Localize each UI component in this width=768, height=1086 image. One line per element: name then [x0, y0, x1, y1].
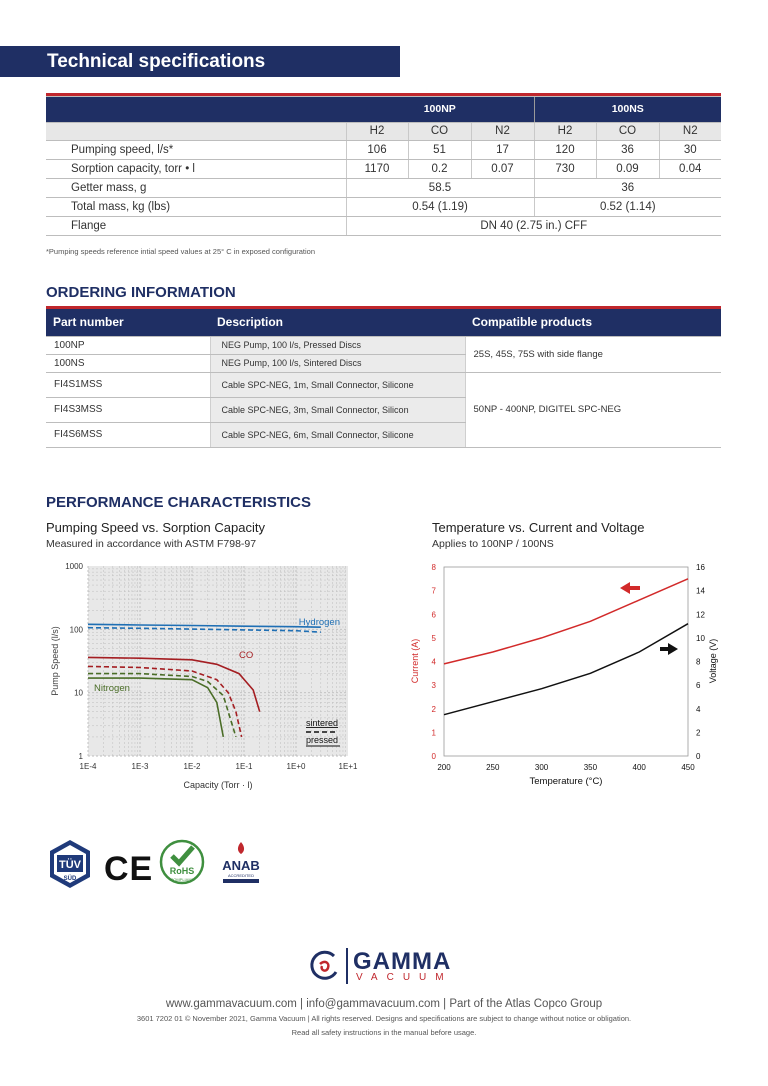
legend-sintered: sintered: [306, 718, 339, 728]
ordering-header-row: [46, 309, 721, 336]
col-compatible: Compatible products: [465, 309, 721, 336]
y-right-tick-label: 12: [696, 610, 705, 620]
spec-row-label: Total mass, kg (lbs): [46, 197, 346, 216]
spec-value: 0.07: [471, 159, 534, 178]
chart1-ylabel: Pump Speed (l/s): [50, 626, 60, 696]
performance-title: PERFORMANCE CHARACTERISTICS: [46, 494, 312, 511]
tech-spec-title: Technical specifications: [47, 51, 266, 72]
spec-footnote: *Pumping speeds reference intial speed values at 25° C in exposed configuration: [46, 247, 316, 256]
gamma-logo-icon: [308, 948, 344, 984]
x-tick-label: 300: [534, 763, 549, 772]
part-description: Cable SPC-NEG, 6m, Small Connector, Silicone: [210, 422, 465, 447]
x-tick-label: 1E-3: [131, 762, 149, 771]
y-tick-label: 100: [69, 625, 83, 635]
gas-label: H2: [534, 122, 596, 140]
part-number: FI4S6MSS: [46, 422, 210, 447]
gas-label: N2: [471, 122, 534, 140]
compatible-products: 50NP - 400NP, DIGITEL SPC-NEG: [465, 372, 721, 447]
y-left-tick-label: 5: [431, 633, 436, 643]
chart1-title: Pumping Speed vs. Sorption Capacity: [46, 520, 265, 535]
spec-row-label: Flange: [46, 216, 346, 235]
x-tick-label: 450: [681, 763, 695, 772]
ordering-row: [46, 372, 721, 397]
label-hydrogen: Hydrogen: [298, 617, 340, 628]
spec-col-100ns: 100NS: [534, 96, 721, 122]
gas-label: H2: [346, 122, 408, 140]
spec-row-pumping: [46, 140, 721, 159]
chart1-subtitle: Measured in accordance with ASTM F798-97: [46, 538, 257, 550]
x-tick-label: 1E+1: [338, 762, 358, 771]
anab-text: ANAB: [222, 858, 260, 873]
brand-sub: VACUUM: [356, 972, 453, 983]
spec-value: 0.54 (1.19): [346, 197, 534, 216]
part-description: NEG Pump, 100 l/s, Pressed Discs: [210, 336, 465, 354]
x-tick-label: 200: [437, 763, 451, 772]
part-number: FI4S3MSS: [46, 397, 210, 422]
footer-legal: 3601 7202 01 © November 2021, Gamma Vacuum | All rights reserved. Designs and specifications are subject to change without notice or obligation.: [136, 1014, 632, 1023]
tuv-sud-logo: [46, 838, 94, 890]
chart2-ylabel-left: Current (A): [410, 638, 420, 684]
spec-value: DN 40 (2.75 in.) CFF: [346, 216, 721, 235]
y-left-tick-label: 6: [431, 610, 436, 620]
x-tick-label: 1E+0: [286, 762, 306, 771]
rohs-sub-text: COMPLIANT: [170, 877, 194, 882]
temperature-chart: [404, 556, 724, 796]
y-right-tick-label: 8: [696, 657, 701, 667]
brand-name: GAMMA: [353, 948, 452, 975]
col-description: Description: [210, 309, 465, 336]
gas-label: CO: [596, 122, 659, 140]
spec-value: 730: [534, 159, 596, 178]
y-right-tick-label: 14: [696, 586, 705, 596]
x-tick-label: 350: [583, 763, 598, 772]
spec-value: 58.5: [346, 178, 534, 197]
spec-row-label: Sorption capacity, torr • l: [46, 159, 346, 178]
pumping-speed-chart: [44, 556, 370, 796]
ordering-title: ORDERING INFORMATION: [46, 284, 236, 301]
tech-spec-table: [46, 93, 721, 236]
spec-row-getter: [46, 178, 721, 197]
spec-value: 0.52 (1.14): [534, 197, 721, 216]
x-tick-label: 250: [486, 763, 500, 772]
spec-gas-header-row: [46, 122, 721, 140]
tuv-text: TÜV: [59, 859, 81, 871]
x-tick-label: 400: [632, 763, 646, 772]
label-co: CO: [239, 650, 254, 661]
y-right-tick-label: 0: [696, 752, 701, 761]
spec-value: 0.04: [659, 159, 721, 178]
chart2-subtitle: Applies to 100NP / 100NS: [432, 538, 554, 550]
spec-row-flange: [46, 216, 721, 235]
legend-pressed: pressed: [306, 735, 339, 745]
part-description: Cable SPC-NEG, 1m, Small Connector, Silicone: [210, 372, 465, 397]
sud-text: SÜD: [63, 876, 77, 882]
y-right-tick-label: 4: [696, 704, 701, 714]
label-nitrogen: Nitrogen: [94, 683, 130, 694]
rohs-text: RoHS: [169, 866, 195, 876]
spec-value: 106: [346, 140, 408, 159]
spec-row-label: Pumping speed, l/s*: [46, 140, 346, 159]
spec-row-total: [46, 197, 721, 216]
y-right-tick-label: 16: [696, 563, 705, 572]
ordering-row: [46, 336, 721, 354]
spec-row-sorption: [46, 159, 721, 178]
y-left-tick-label: 2: [431, 704, 436, 714]
spec-value: 0.09: [596, 159, 659, 178]
gas-label: N2: [659, 122, 721, 140]
y-left-tick-label: 0: [431, 752, 436, 761]
spec-value: 120: [534, 140, 596, 159]
compatible-products: 25S, 45S, 75S with side flange: [465, 336, 721, 372]
y-tick-label: 10: [74, 688, 83, 698]
tech-spec-header: [0, 46, 400, 77]
y-tick-label: 1000: [65, 562, 83, 571]
y-right-tick-label: 10: [696, 633, 705, 643]
chart1-xlabel: Capacity (Torr · l): [183, 780, 253, 790]
y-left-tick-label: 3: [431, 681, 436, 691]
rohs-logo: [159, 838, 205, 888]
chart2-xlabel: Temperature (°C): [529, 776, 603, 787]
part-number: FI4S1MSS: [46, 372, 210, 397]
spec-value: 36: [596, 140, 659, 159]
spec-value: 51: [408, 140, 471, 159]
x-tick-label: 1E-4: [79, 762, 97, 771]
spec-row-label: Getter mass, g: [46, 178, 346, 197]
y-left-tick-label: 7: [431, 586, 436, 596]
y-right-tick-label: 6: [696, 681, 701, 691]
col-part-number: Part number: [46, 309, 210, 336]
y-tick-label: 1: [78, 752, 83, 761]
chart2-ylabel-right: Voltage (V): [708, 638, 718, 684]
footer-contact: www.gammavacuum.com | info@gammavacuum.com | Part of the Atlas Copco Group: [165, 998, 603, 1010]
y-right-tick-label: 2: [696, 728, 701, 738]
part-number: 100NS: [46, 354, 210, 372]
x-tick-label: 1E-1: [235, 762, 253, 771]
spec-value: 1170: [346, 159, 408, 178]
spec-model-header-row: [46, 96, 721, 122]
anab-logo: [214, 838, 268, 890]
spec-value: 36: [534, 178, 721, 197]
x-tick-label: 1E-2: [183, 762, 201, 771]
spec-value: 17: [471, 140, 534, 159]
part-description: Cable SPC-NEG, 3m, Small Connector, Silicon: [210, 397, 465, 422]
anab-sub-text: ACCREDITED: [227, 873, 255, 878]
gas-label: CO: [408, 122, 471, 140]
part-description: NEG Pump, 100 l/s, Sintered Discs: [210, 354, 465, 372]
footer-safety: Read all safety instructions in the manual before usage.: [291, 1028, 477, 1037]
y-left-tick-label: 8: [431, 563, 436, 572]
ce-mark: CE: [104, 850, 154, 888]
part-number: 100NP: [46, 336, 210, 354]
spec-col-100np: 100NP: [346, 96, 534, 122]
y-left-tick-label: 4: [431, 657, 436, 667]
spec-value: 30: [659, 140, 721, 159]
spec-value: 0.2: [408, 159, 471, 178]
y-left-tick-label: 1: [431, 728, 436, 738]
ordering-table: [46, 306, 721, 448]
chart2-title: Temperature vs. Current and Voltage: [432, 520, 645, 535]
